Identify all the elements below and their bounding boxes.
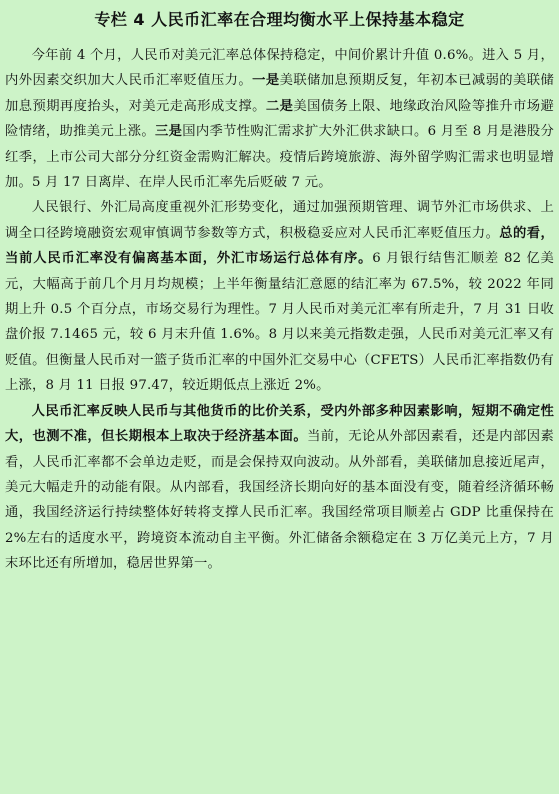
text-run: 国内季节性购汇需求扩大外汇供求缺口。6 月至 8 月是港股分红季，上市公司大部分分红资金需购汇解决。疫情后跨境旅游、海外留学购汇需求也明显增加。5 月 17 日离岸、在岸人民币汇率先后贬破 7 元。 <box>5 124 554 191</box>
text-run: 美联储加息预期反复，年初本已减弱的美联储加息预期再度抬头，对美元走高形成支撑。 <box>5 73 554 114</box>
bold-run: 三是 <box>154 124 183 140</box>
column-title: 专栏 4 人民币汇率在合理均衡水平上保持基本稳定 <box>94 10 465 29</box>
paragraph-3 <box>5 399 554 577</box>
text-run: 今年前 4 个月，人民币对美元汇率总体保持稳定，中间价累计升值 0.6%。进入 5 月，内外因素交织加大人民币汇率贬值压力。 <box>5 48 554 89</box>
bold-run: 人民币汇率反映人民币与其他货币的比价关系，受内外部多种因素影响，短期不确定性大，也测不准，但长期根本上取决于经济基本面。 <box>5 403 554 445</box>
column-body <box>5 43 554 577</box>
paragraph-1 <box>5 43 554 195</box>
text-run: 美国债务上限、地缘政治风险等推升市场避险情绪，助推美元上涨。 <box>5 98 554 140</box>
bold-run: 总的看，当前人民币汇率没有偏离基本面，外汇市场运行总体有序。 <box>5 225 554 267</box>
text-run: 6 月银行结售汇顺差 82 亿美元，大幅高于前几个月月均规模；上半年衡量结汇意愿的结汇率为 67.5%，较 2022 年同期上升 0.5 个百分点，市场交易行为理性。7 月人民币对美元汇率有所走升，7 月 31 日收盘价报 7.1465 元，较 6 月末升值 1.6%。8 月以来美元指数走强，人民币对美元汇率又有贬值。但衡量人民币对一篮子货币汇率的中国外汇交易中心（CFETS）人民币汇率指数仍有上涨，8 月 11 日报 97.47，较近期低点上涨近 2%。 <box>5 251 554 394</box>
text-run: 人民银行、外汇局高度重视外汇形势变化，通过加强预期管理、调节外汇市场供求、上调全口径跨境融资宏观审慎调节参数等方式，积极稳妥应对人民币汇率贬值压力。 <box>5 200 554 241</box>
paragraph-2 <box>5 195 554 398</box>
text-run: 当前，无论从外部因素看，还是内部因素看，人民币汇率都不会单边走贬，而是会保持双向波动。从外部看，美联储加息接近尾声，美元大幅走升的动能有限。从内部看，我国经济长期向好的基本面没有变，随着经济循环畅通，我国经济运行持续整体好转将支撑人民币汇率。我国经常项目顺差占 GDP 比重保持在 2%左右的适度水平，跨境资本流动自主平衡。外汇储备余额稳定在 3 万亿美元上方，7 月末环比还有所增加，稳居世界第一。 <box>5 429 554 572</box>
bold-run: 一是 <box>252 73 280 89</box>
bold-run: 二是 <box>265 98 294 114</box>
